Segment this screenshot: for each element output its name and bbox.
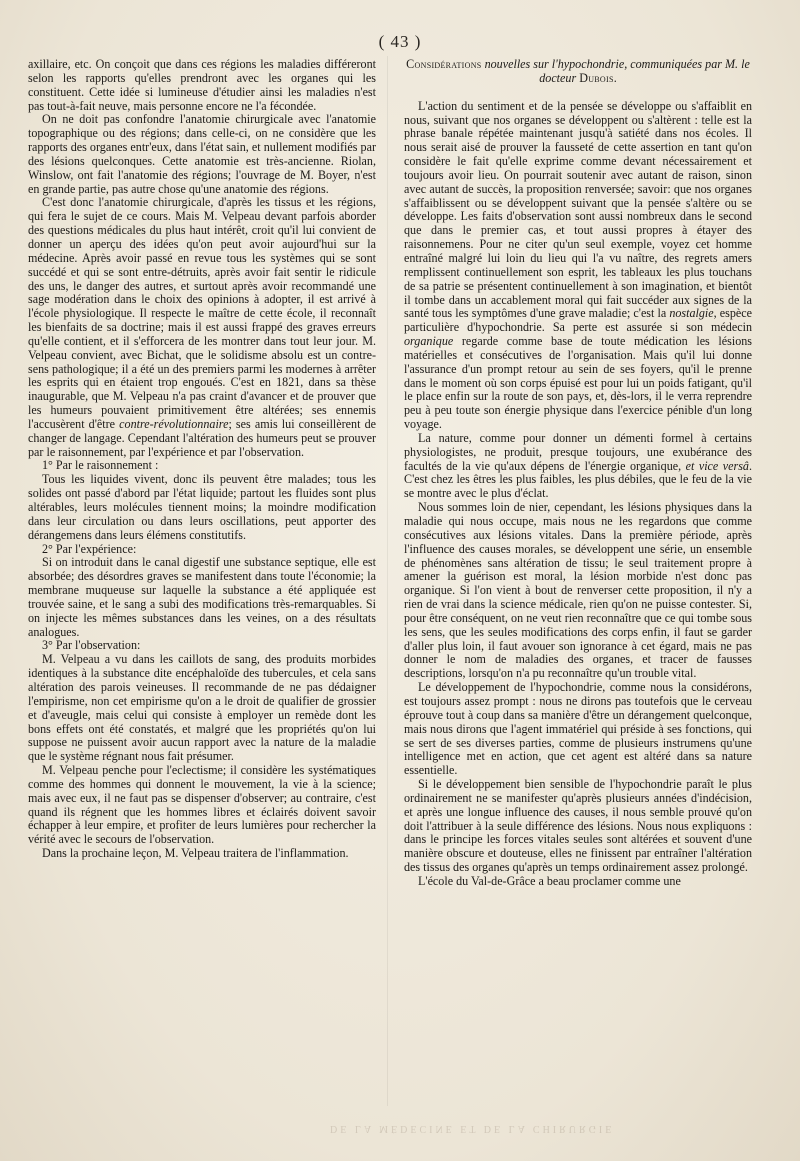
italic-run: et vice versâ bbox=[685, 458, 749, 473]
heading-end: . bbox=[613, 70, 617, 85]
text-run: C'est donc l'anatomie chirurgicale, d'après les tissus et les régions, qui fera le sujet de ce cours. Mais M. Velpeau devant parfois aborder des questions médicales du plus haut intérêt, croit qu'il lui convient de donner un aperçu des idées qu'on peut avoir aujourd'hui sur la médecine. Après avoir passé en revue tous les systèmes qui se sont succédé et qui se sont entre-détruits, après avoir fait sentir le ridicule des uns, le danger des autres, et surtout après avoir recommandé une sage modération dans le choix des opinions à adopter, il est arrivé à l'école physiologique. Il respecte le maître de cette école, il reconnaît les bienfaits de sa doctrine; mais il est aussi frappé des graves erreurs qu'elle contient, et il s'efforcera de les montrer dans tout leur jour. M. Velpeau convient, avec Bichat, que le solidisme absolu est un contre-sens pathologique; il a été un des premiers parmi les modernes à arrêter les esprits qui en étaient trop engoués. C'est en 1821, dans sa thèse inaugurable, que M. Velpeau n'a pas craint d'avancer et de prouver que les humeurs pouvaient primitivement être altérées; ses ennemis l'accusèrent d'être bbox=[28, 195, 376, 431]
paragraph: Tous les liquides vivent, donc ils peuvent être malades; tous les solides ont passé d'abord par l'état liquide; partout les fluides sont plus altérables, leurs molécules tiennent moins; la moindre modification dans leur circulation ou dans leurs oscillations, peut apporter des dérangemens dans leurs élémens constitutifs. bbox=[28, 472, 376, 542]
italic-run: contre-révolutionnaire bbox=[119, 416, 229, 431]
paragraph: Si le développement bien sensible de l'hypochondrie paraît le plus ordinairement ne se manifester qu'après plusieurs années d'indécision, et après une longue influence des causes, il nous semble prouvé qu'on doit l'attribuer à la seule différence des lésions. Nous nous expliquons : dans le principe les forces vitales seules sont altérées et souvent d'une manière obscure et douteuse, elles ne finissent par entraîner l'altération des tissus des organes qu'après un temps ordinairement assez prolongé. bbox=[404, 777, 752, 875]
article-heading bbox=[404, 58, 752, 86]
section-label: 2° Par l'expérience: bbox=[42, 541, 137, 556]
italic-run: nostalgie bbox=[669, 306, 714, 321]
heading-smallcaps: Considérations bbox=[406, 57, 482, 71]
left-column bbox=[28, 58, 376, 861]
paragraph: Le développement de l'hypochondrie, comme nous la considérons, est toujours assez prompt : nous ne dirons pas toutefois que le cerveau éprouve tout à coup dans sa manière d'être un dérangement quelconque, mais nous dirons que l'agent immatériel qui préside à ses fonctions, qui se sert de ses diverses parties, comme de plusieurs instrumens qu'une intelligence met en action, que cet agent est altéré dans sa nature essentielle. bbox=[404, 680, 752, 778]
paragraph: axillaire, etc. On conçoit que dans ces régions les maladies différeront selon les rapports qu'elles prendront avec les organes qui les constituent. Cette idée si lumineuse d'étudier ainsi les maladies n'est pas tout-à-fait neuve, mais personne encore ne l'a fécondée. bbox=[28, 57, 376, 113]
paragraph bbox=[404, 100, 752, 432]
paragraph: Nous sommes loin de nier, cependant, les lésions physiques dans la maladie qui nous occupe, mais nous ne les regardons que comme consécutives aux lésions vitales. Dans la première période, après l'influence des causes morales, se développent une série, un ensemble de phénomènes sans altération de tissu; le seul traitement propre à amener la guérison est moral, la lésion morbide n'est donc pas organique. Si l'on vient à bout de renverser cette proposition, il n'y a rien de vrai dans la science médicale, rien qu'on ne puisse contester. Si, pour être conséquent, on ne veut rien reconnaître que ce qui tombe sous les sens, que les seules modifications des corps enfin, il faut se garder d'aller plus loin, il faut avouer son ignorance à cet égard, mais ne pas donner le nom de maladies des organes, et tracer de fausses descriptions, lorsqu'on n'a pu reconnaître qu'un trouble vital. bbox=[404, 500, 752, 681]
paragraph: On ne doit pas confondre l'anatomie chirurgicale avec l'anatomie topographique ou des régions; dans celle-ci, on ne considère que les rapports des organes entr'eux, dans l'état sain, et nullement modifiés par des lésions quelconques. Cette anatomie est très-ancienne. Riolan, Winslow, ont fait l'anatomie des régions; l'ouvrage de M. Boyer, n'est en grande partie, pas autre chose qu'une anatomie des régions. bbox=[28, 112, 376, 196]
paragraph: L'école du Val-de-Grâce a beau proclamer comme une bbox=[418, 873, 681, 888]
heading-italic: nouvelles sur l'hypochondrie, communiquées par M. le docteur bbox=[481, 57, 750, 85]
paragraph: M. Velpeau penche pour l'eclectisme; il considère les systématiques comme des hommes qui donnent le mouvement, la vie à la science; mais avec eux, il ne faut pas se dispenser d'observer; au contraire, c'est quand ils régnent que les hommes libres et éclairés doivent savoir échapper à leur empire, et profiter de leurs lumières pour rechercher la vérité avec le secours de l'observation. bbox=[28, 763, 376, 847]
text-run: La nature, comme pour donner un démenti formel à certains physiologistes, ne produit, presque toujours, une exubérance des facultés de la vie qu'aux dépens de l'énergie organique, bbox=[404, 430, 752, 473]
heading-author: Dubois bbox=[579, 70, 614, 85]
text-run: L'action du sentiment et de la pensée se développe ou s'affaiblit en nous, suivant que nos organes se développent ou s'altèrent : telle est la phrase banale répétée maintenant jusqu'à satiété dans nos écoles. Il nous serait aisé de prouver la fausseté de cette assertion en tant qu'on considère le fait qu'elle exprime comme devant nécessairement et toujours avoir lieu. On pourrait soutenir avec autant de raison, sinon avec autant de succès, la proposition renversée; savoir: que nos organes s'affaiblissent ou se développent suivant que la pensée s'altère ou se développe. Les faits d'observation sont aussi nombreux dans le second que dans le premier cas, et tout aussi propres à étayer des raisonnemens. Pour ne citer qu'un seul exemple, voyez cet homme entraîné malgré lui loin du lieu qui l'a vu naître, des regrets amers remplissent continuellement son esprit, les tableaux les plus touchans de sa patrie se présentent continuellement à son imagination, et bientôt il tombe dans un accablement moral qui fait succéder aux signes de la santé tous les symptômes d'une grave maladie; c'est la bbox=[404, 98, 752, 321]
text-run: . C'est chez les êtres les plus faibles, les plus débiles, que le feu de la vie se montre avec le plus d'éclat. bbox=[404, 458, 752, 501]
text-run: ; ses amis lui conseillèrent de changer de langage. Cependant l'altération des humeurs peut se prouver par le raisonnement, par l'expérience et par l'observation. bbox=[28, 416, 376, 459]
paragraph: Si on introduit dans le canal digestif une substance septique, elle est absorbée; des désordres graves se manifestent dans toute l'économie; la membrane muqueuse sur laquelle la substance a été appliquée est trouvée saine, et le sang a subi des modifications très-remarquables. Si on injecte les mêmes substances dans les veines, on a des résultats analogues. bbox=[28, 555, 376, 639]
paragraph bbox=[28, 196, 376, 459]
italic-run: organique bbox=[404, 334, 454, 349]
paragraph: Dans la prochaine leçon, M. Velpeau traitera de l'inflammation. bbox=[42, 846, 349, 861]
paragraph: M. Velpeau a vu dans les caillots de sang, des produits morbides identiques à la substance dite encéphaloïde des tubercules, et cela sans altération des parois veineuses. Il recommande de ne pas dédaigner l'empirisme, non cet empirisme qu'on a le droit de qualifier de grossier et d'aveugle, mais celui qui consiste à employer un remède dont les bons effets ont été constatés, et malgré que les propriétés qu'on lui suppose ne puissent avoir aucun rapport avec la nature de la maladie que le système régnant nous fait présumer. bbox=[28, 652, 376, 764]
show-through-text: DE LA MÉDECINE ET DE LA CHIRURGIE bbox=[330, 1123, 615, 1134]
text-run: regarde comme base de toute médication les lésions matérielles et consécutives de l'organisation. Mais qu'il lui donne l'assurance d'un prompt retour au sein de ses foyers, qu'il le prenne dans le moment où son corps épuisé est pour lui un poids fatigant, qu'il le place enfin sur la route de son pays, et, dès-lors, il le verra reprendre peu à peu toute son énergie physique dans l'exercice pénible d'un long voyage. bbox=[404, 334, 752, 432]
column-gutter bbox=[387, 56, 388, 1106]
text-run: , espèce particulière d'hypochondrie. Sa perte est assurée si son médecin bbox=[404, 306, 753, 335]
section-label: 3° Par l'observation: bbox=[42, 638, 141, 653]
page-number: ( 43 ) bbox=[378, 32, 422, 51]
paragraph bbox=[404, 432, 752, 501]
section-label: 1° Par le raisonnement : bbox=[42, 458, 159, 473]
right-column bbox=[404, 58, 752, 889]
